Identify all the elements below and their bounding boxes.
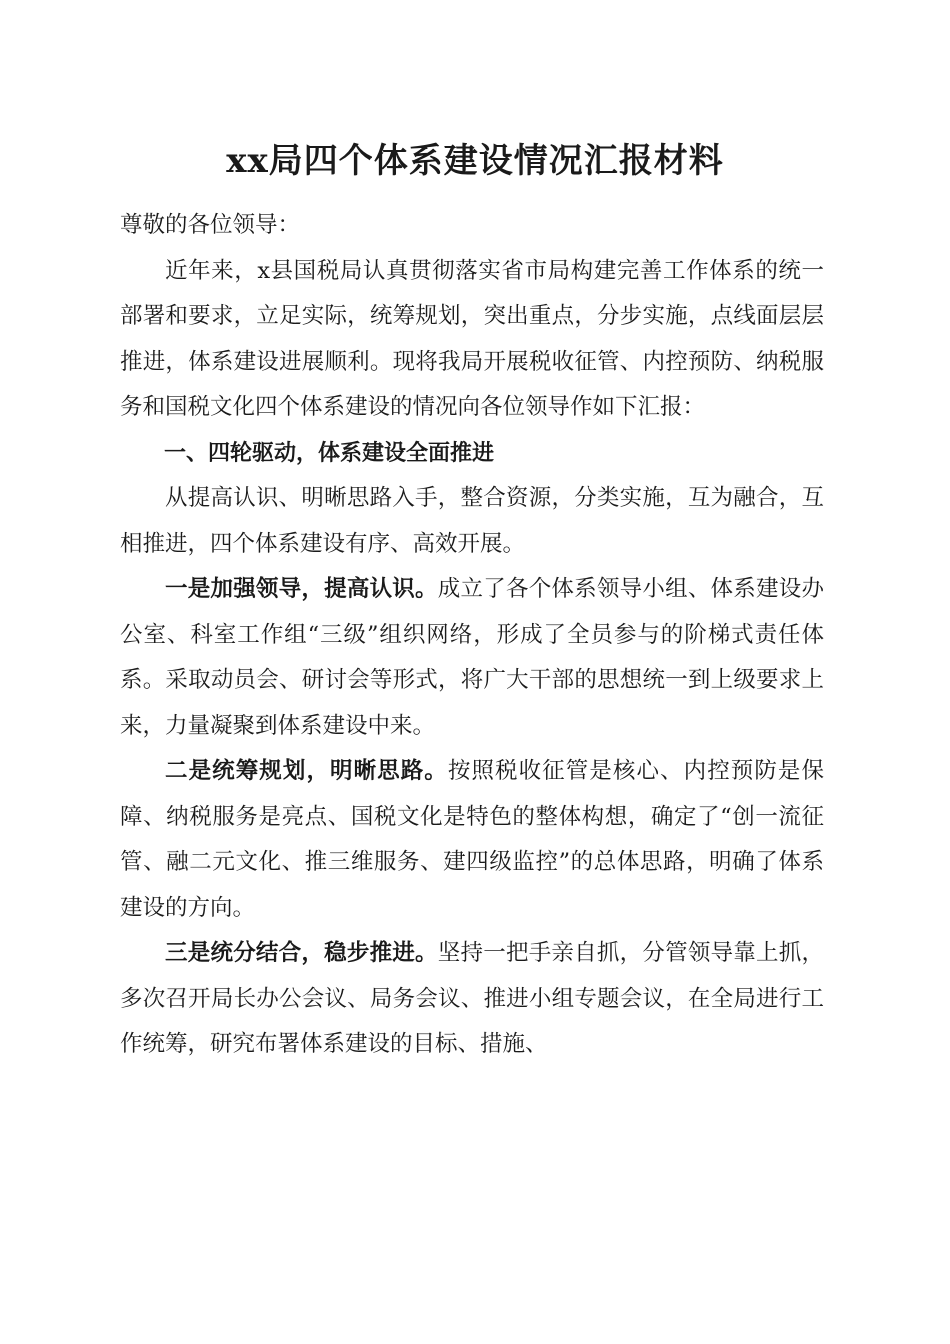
section-summary: 从提高认识、明晰思路入手，整合资源，分类实施，互为融合，互相推进，四个体系建设有序、高效开展。 — [120, 485, 824, 557]
intro-paragraph: 近年来，x县国税局认真贯彻落实省市局构建完善工作体系的统一部署和要求，立足实际，统筹规划，突出重点，分步实施，点线面层层推进，体系建设进展顺利。现将我局开展税收征管、内控预防、纳税服务和国税文化四个体系建设的情况向各位领导作如下汇报： — [120, 257, 824, 420]
point-text: 按照税收征管是核心、内控预防是保障、纳税服务是亮点、国税文化是特色的整体构想，确定了“创一流征管、融二元文化、推三维服务、建四级监控”的总体思路，明确了体系建设的方向。 — [120, 758, 824, 921]
section-heading: 一、四轮驱动，体系建设全面推进 — [164, 440, 495, 466]
salutation: 尊敬的各位领导： — [120, 212, 301, 238]
document-title: xx局四个体系建设情况汇报材料 — [226, 141, 724, 181]
point-paragraph — [120, 567, 824, 749]
document-body — [120, 203, 824, 1068]
point-lead: 二是统筹规划，明晰思路。 — [165, 758, 448, 784]
point-lead: 三是统分结合，稳步推进。 — [165, 940, 438, 966]
point-text: 坚持一把手亲自抓，分管领导靠上抓，多次召开局长办公会议、局务会议、推进小组专题会议，在全局进行工作统筹，研究布署体系建设的目标、措施、 — [120, 940, 824, 1057]
point-paragraph — [120, 931, 824, 1068]
point-text: 成立了各个体系领导小组、体系建设办公室、科室工作组“三级”组织网络，形成了全员参与的阶梯式责任体系。采取动员会、研讨会等形式，将广大干部的思想统一到上级要求上来，力量凝聚到体系建设中来。 — [120, 576, 824, 739]
point-paragraph — [120, 749, 824, 931]
point-lead: 一是加强领导，提高认识。 — [165, 576, 438, 602]
